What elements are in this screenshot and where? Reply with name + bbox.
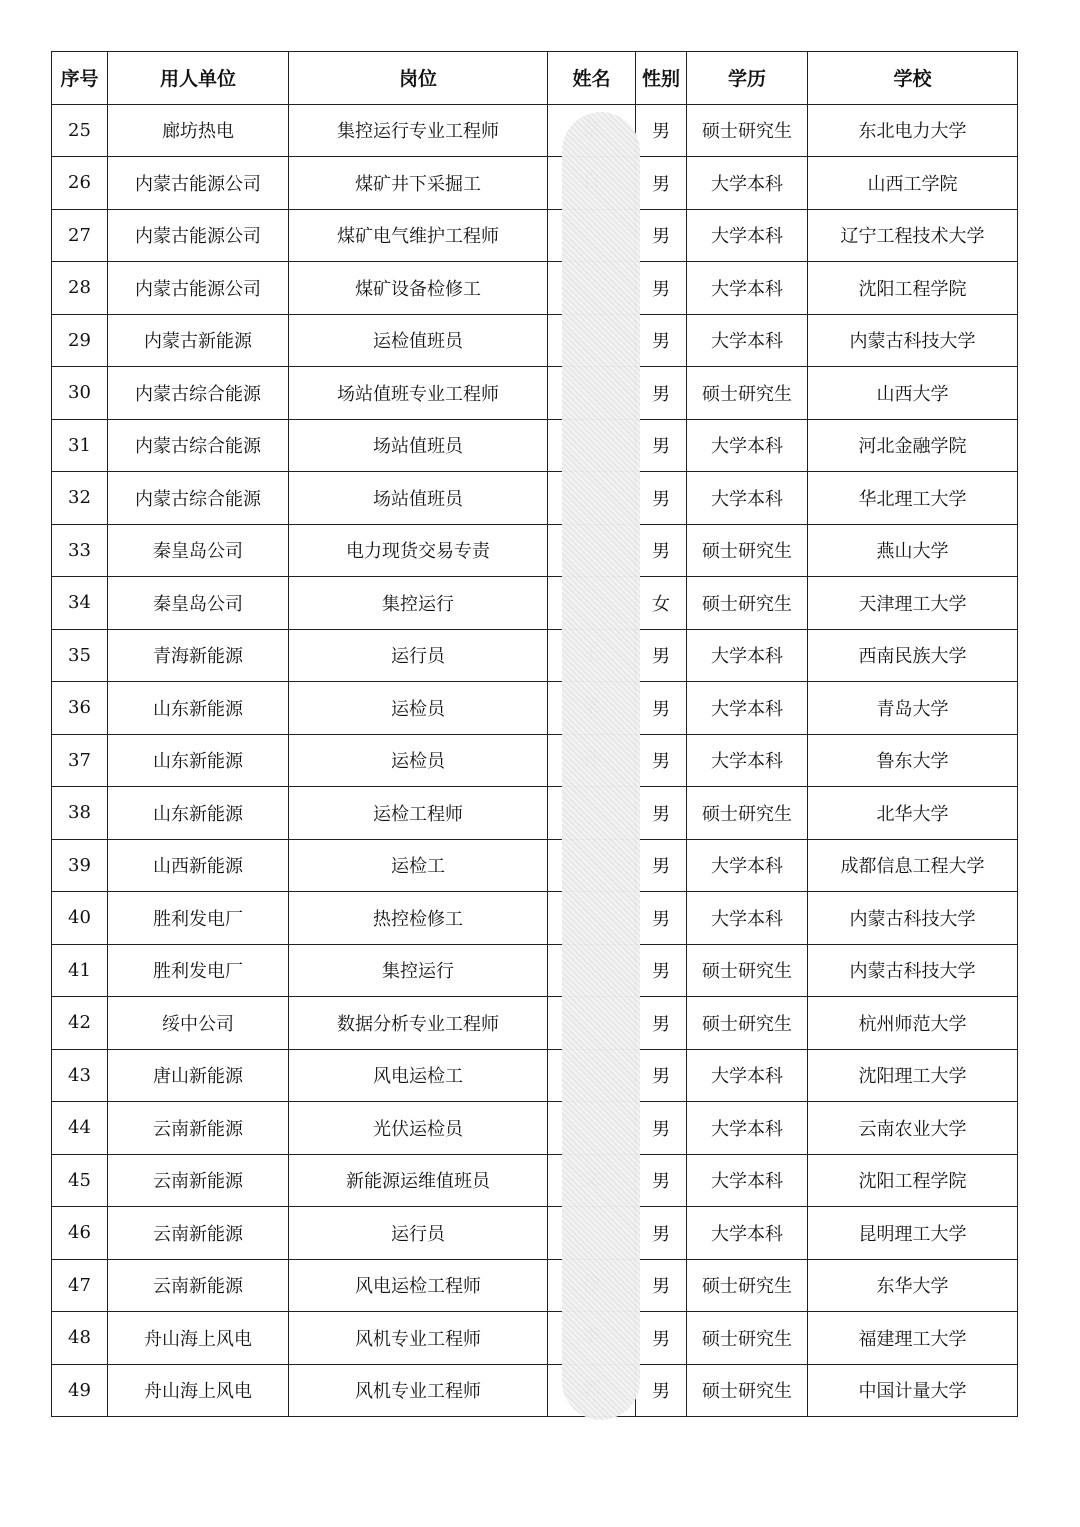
cell-school: 山西大学 [808, 367, 1018, 420]
cell-no: 42 [52, 997, 108, 1050]
table-row [52, 682, 1018, 735]
cell-edu: 硕士研究生 [687, 1312, 808, 1365]
cell-school: 沈阳理工大学 [808, 1049, 1018, 1102]
cell-no: 39 [52, 839, 108, 892]
cell-post: 风电运检工 [289, 1049, 548, 1102]
header-gender: 性别 [636, 52, 687, 105]
cell-post: 场站值班专业工程师 [289, 367, 548, 420]
table-row [52, 472, 1018, 525]
cell-school: 天津理工大学 [808, 577, 1018, 630]
cell-post: 电力现货交易专责 [289, 524, 548, 577]
cell-post: 运检工程师 [289, 787, 548, 840]
cell-edu: 硕士研究生 [687, 1364, 808, 1417]
cell-post: 运检员 [289, 734, 548, 787]
table-row [52, 944, 1018, 997]
cell-no: 35 [52, 629, 108, 682]
cell-school: 燕山大学 [808, 524, 1018, 577]
cell-gender: 男 [636, 367, 687, 420]
table-row [52, 577, 1018, 630]
cell-post: 集控运行专业工程师 [289, 104, 548, 157]
cell-edu: 硕士研究生 [687, 577, 808, 630]
header-no: 序号 [52, 52, 108, 105]
cell-unit: 云南新能源 [108, 1102, 289, 1155]
table-row [52, 1102, 1018, 1155]
cell-post: 煤矿设备检修工 [289, 262, 548, 315]
cell-unit: 内蒙古综合能源 [108, 367, 289, 420]
cell-post: 新能源运维值班员 [289, 1154, 548, 1207]
cell-unit: 青海新能源 [108, 629, 289, 682]
cell-edu: 硕士研究生 [687, 524, 808, 577]
table-row [52, 787, 1018, 840]
cell-post: 数据分析专业工程师 [289, 997, 548, 1050]
table-body [52, 104, 1018, 1417]
cell-unit: 秦皇岛公司 [108, 524, 289, 577]
cell-school: 昆明理工大学 [808, 1207, 1018, 1260]
cell-school: 内蒙古科技大学 [808, 892, 1018, 945]
table-row [52, 1049, 1018, 1102]
header-name: 姓名 [548, 52, 636, 105]
cell-edu: 硕士研究生 [687, 997, 808, 1050]
cell-post: 运检值班员 [289, 314, 548, 367]
cell-unit: 山西新能源 [108, 839, 289, 892]
cell-no: 29 [52, 314, 108, 367]
cell-school: 河北金融学院 [808, 419, 1018, 472]
table-row [52, 1364, 1018, 1417]
cell-gender: 男 [636, 1102, 687, 1155]
cell-unit: 内蒙古能源公司 [108, 209, 289, 262]
table-row [52, 734, 1018, 787]
cell-no: 34 [52, 577, 108, 630]
cell-gender: 男 [636, 524, 687, 577]
cell-post: 运检工 [289, 839, 548, 892]
cell-no: 31 [52, 419, 108, 472]
cell-no: 37 [52, 734, 108, 787]
cell-unit: 内蒙古新能源 [108, 314, 289, 367]
cell-school: 沈阳工程学院 [808, 1154, 1018, 1207]
name-redaction-blur [562, 112, 640, 1420]
cell-gender: 男 [636, 1364, 687, 1417]
cell-school: 成都信息工程大学 [808, 839, 1018, 892]
cell-edu: 大学本科 [687, 734, 808, 787]
cell-edu: 大学本科 [687, 1049, 808, 1102]
cell-edu: 硕士研究生 [687, 944, 808, 997]
cell-school: 辽宁工程技术大学 [808, 209, 1018, 262]
cell-no: 28 [52, 262, 108, 315]
table-row [52, 524, 1018, 577]
cell-edu: 硕士研究生 [687, 104, 808, 157]
cell-school: 内蒙古科技大学 [808, 944, 1018, 997]
cell-edu: 大学本科 [687, 472, 808, 525]
cell-edu: 大学本科 [687, 1154, 808, 1207]
cell-edu: 大学本科 [687, 314, 808, 367]
cell-school: 鲁东大学 [808, 734, 1018, 787]
cell-unit: 山东新能源 [108, 682, 289, 735]
cell-edu: 硕士研究生 [687, 1259, 808, 1312]
cell-gender: 男 [636, 419, 687, 472]
table-row [52, 367, 1018, 420]
cell-post: 场站值班员 [289, 472, 548, 525]
cell-school: 华北理工大学 [808, 472, 1018, 525]
table-row [52, 209, 1018, 262]
cell-gender: 男 [636, 314, 687, 367]
table-row [52, 1154, 1018, 1207]
cell-unit: 内蒙古综合能源 [108, 472, 289, 525]
cell-unit: 内蒙古能源公司 [108, 157, 289, 210]
cell-gender: 男 [636, 1049, 687, 1102]
cell-no: 36 [52, 682, 108, 735]
cell-school: 云南农业大学 [808, 1102, 1018, 1155]
cell-no: 46 [52, 1207, 108, 1260]
table-row [52, 314, 1018, 367]
cell-no: 43 [52, 1049, 108, 1102]
cell-edu: 大学本科 [687, 209, 808, 262]
cell-edu: 硕士研究生 [687, 367, 808, 420]
cell-post: 煤矿电气维护工程师 [289, 209, 548, 262]
cell-school: 北华大学 [808, 787, 1018, 840]
cell-edu: 大学本科 [687, 682, 808, 735]
cell-no: 45 [52, 1154, 108, 1207]
cell-no: 30 [52, 367, 108, 420]
cell-no: 40 [52, 892, 108, 945]
cell-gender: 男 [636, 157, 687, 210]
cell-unit: 唐山新能源 [108, 1049, 289, 1102]
header-edu: 学历 [687, 52, 808, 105]
cell-edu: 大学本科 [687, 839, 808, 892]
recruit-table [51, 51, 1018, 1417]
cell-school: 沈阳工程学院 [808, 262, 1018, 315]
cell-no: 47 [52, 1259, 108, 1312]
cell-school: 西南民族大学 [808, 629, 1018, 682]
cell-post: 煤矿井下采掘工 [289, 157, 548, 210]
table-row [52, 892, 1018, 945]
cell-post: 风电运检工程师 [289, 1259, 548, 1312]
table-row [52, 997, 1018, 1050]
table-row [52, 1312, 1018, 1365]
cell-gender: 男 [636, 892, 687, 945]
cell-post: 风机专业工程师 [289, 1364, 548, 1417]
table-row [52, 629, 1018, 682]
cell-unit: 舟山海上风电 [108, 1312, 289, 1365]
cell-post: 运检员 [289, 682, 548, 735]
cell-unit: 山东新能源 [108, 734, 289, 787]
cell-edu: 大学本科 [687, 1102, 808, 1155]
table-row [52, 839, 1018, 892]
cell-school: 杭州师范大学 [808, 997, 1018, 1050]
cell-post: 集控运行 [289, 577, 548, 630]
table-row [52, 1259, 1018, 1312]
cell-gender: 男 [636, 1154, 687, 1207]
cell-school: 青岛大学 [808, 682, 1018, 735]
table-row [52, 104, 1018, 157]
cell-no: 26 [52, 157, 108, 210]
cell-unit: 内蒙古综合能源 [108, 419, 289, 472]
header-post: 岗位 [289, 52, 548, 105]
cell-edu: 大学本科 [687, 262, 808, 315]
cell-unit: 山东新能源 [108, 787, 289, 840]
cell-gender: 男 [636, 629, 687, 682]
cell-school: 东华大学 [808, 1259, 1018, 1312]
cell-no: 27 [52, 209, 108, 262]
cell-no: 25 [52, 104, 108, 157]
cell-gender: 男 [636, 944, 687, 997]
cell-edu: 大学本科 [687, 629, 808, 682]
cell-gender: 男 [636, 472, 687, 525]
cell-gender: 男 [636, 262, 687, 315]
cell-gender: 男 [636, 1312, 687, 1365]
cell-gender: 男 [636, 682, 687, 735]
cell-unit: 秦皇岛公司 [108, 577, 289, 630]
cell-post: 运行员 [289, 629, 548, 682]
cell-gender: 女 [636, 577, 687, 630]
table-row [52, 1207, 1018, 1260]
cell-unit: 绥中公司 [108, 997, 289, 1050]
cell-no: 49 [52, 1364, 108, 1417]
cell-post: 热控检修工 [289, 892, 548, 945]
table-row [52, 262, 1018, 315]
header-school: 学校 [808, 52, 1018, 105]
cell-unit: 胜利发电厂 [108, 892, 289, 945]
cell-gender: 男 [636, 997, 687, 1050]
cell-school: 中国计量大学 [808, 1364, 1018, 1417]
header-row [52, 52, 1018, 105]
cell-unit: 云南新能源 [108, 1154, 289, 1207]
cell-post: 风机专业工程师 [289, 1312, 548, 1365]
cell-school: 内蒙古科技大学 [808, 314, 1018, 367]
cell-no: 41 [52, 944, 108, 997]
cell-edu: 大学本科 [687, 419, 808, 472]
cell-post: 场站值班员 [289, 419, 548, 472]
cell-post: 光伏运检员 [289, 1102, 548, 1155]
header-unit: 用人单位 [108, 52, 289, 105]
cell-no: 44 [52, 1102, 108, 1155]
cell-edu: 大学本科 [687, 892, 808, 945]
table-row [52, 419, 1018, 472]
cell-gender: 男 [636, 1259, 687, 1312]
cell-unit: 内蒙古能源公司 [108, 262, 289, 315]
cell-unit: 廊坊热电 [108, 104, 289, 157]
cell-post: 运行员 [289, 1207, 548, 1260]
cell-school: 福建理工大学 [808, 1312, 1018, 1365]
cell-school: 东北电力大学 [808, 104, 1018, 157]
cell-no: 48 [52, 1312, 108, 1365]
cell-edu: 大学本科 [687, 157, 808, 210]
cell-no: 38 [52, 787, 108, 840]
cell-gender: 男 [636, 839, 687, 892]
cell-unit: 胜利发电厂 [108, 944, 289, 997]
cell-gender: 男 [636, 787, 687, 840]
cell-school: 山西工学院 [808, 157, 1018, 210]
cell-unit: 云南新能源 [108, 1259, 289, 1312]
cell-unit: 舟山海上风电 [108, 1364, 289, 1417]
cell-gender: 男 [636, 1207, 687, 1260]
cell-no: 32 [52, 472, 108, 525]
cell-no: 33 [52, 524, 108, 577]
cell-gender: 男 [636, 734, 687, 787]
cell-edu: 硕士研究生 [687, 787, 808, 840]
cell-gender: 男 [636, 104, 687, 157]
cell-edu: 大学本科 [687, 1207, 808, 1260]
table-row [52, 157, 1018, 210]
cell-gender: 男 [636, 209, 687, 262]
cell-unit: 云南新能源 [108, 1207, 289, 1260]
cell-post: 集控运行 [289, 944, 548, 997]
